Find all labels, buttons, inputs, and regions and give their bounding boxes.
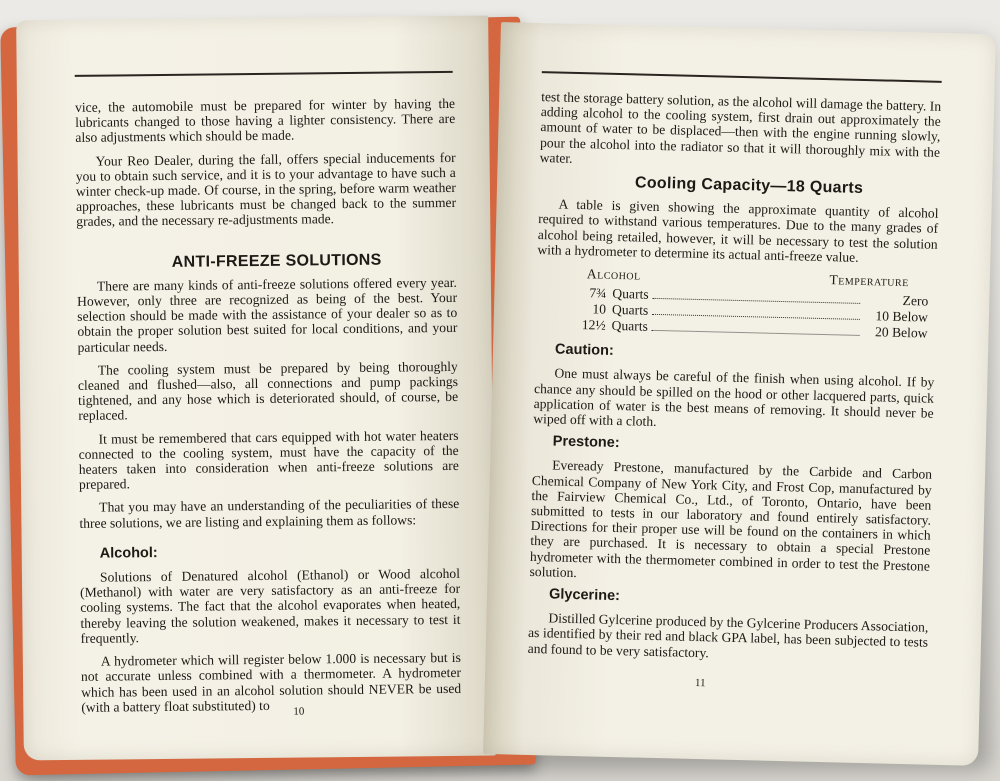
table-cell-unit: Quarts (611, 318, 649, 334)
table-cell-unit: Quarts (611, 302, 649, 318)
subheading-glycerine: Glycerine: (548, 586, 621, 605)
table-cell-temperature: 10 Below (875, 308, 929, 325)
page-number-right: 11 (694, 676, 706, 690)
header-rule-left (75, 71, 453, 77)
column-header-alcohol: Alcohol (586, 266, 641, 283)
table-cell-temperature: Zero (902, 293, 929, 309)
dot-leader (652, 330, 860, 336)
paragraph: It must be remembered that cars equipped with hot water heaters connected to the cooling system, must have the capacity of the heaters taken into consideration when anti-freeze solutions are prepared. (78, 427, 459, 493)
column-header-temperature: Temperature (829, 272, 909, 290)
table-cell-temperature: 20 Below (874, 324, 928, 341)
left-page (16, 16, 496, 761)
page-number-left: 10 (293, 705, 305, 718)
paragraph: That you may have an understanding of the peculiarities of these three solutions, we are listing and explaining them as follows: (79, 496, 460, 531)
paragraph: Eveready Prestone, manufactured by the Carbide and Carbon Chemical Company of New York City, and Frost Cop, manufactured by the Fairview Chemical Co., Ltd., of Toronto, Ontario, have been submitted to tests in our laboratory and found entirely satisfactory. Directions for their proper use will be found on the containers in which they are purchased. It is necessary to obtain a special Prestone hydrometer with the thermometer combined in order to test the Prestone solution. (529, 457, 933, 580)
paragraph: A table is given showing the approximate quantity of alcohol required to withstand various temperatures. Due to the many grades of alcohol being retailed, however, it will be necessary to test the solution with a hydrometer to determine its actual anti-freeze value. (537, 196, 939, 265)
table-cell-amount: 12½ (581, 317, 606, 333)
paragraph: One must always be careful of the finish when using alcohol. If by chance any should be spilled on the hood or other lacquered parts, quick application of water is the best means of removing. It should never be wiped off with a cloth. (533, 365, 935, 430)
table-cell-amount: 7¾ (589, 285, 607, 301)
left-page-text (75, 96, 462, 723)
subheading-alcohol: Alcohol: (99, 544, 158, 562)
paragraph: Solutions of Denatured alcohol (Ethanol) or Wood alcohol (Methanol) with water are very satisfactory as an anti-freeze for cooling systems. The fact that the alcohol evaporates when heated, thereby leaving the solution weakened, makes it necessary to test it frequently. (80, 565, 461, 646)
paragraph: There are many kinds of anti-freeze solutions offered every year. However, only three are recognized as being of the best. Your selection should be made with the assistance of your dealer so as to obtain the proper solution best suited for local conditions, and your particular needs. (77, 274, 458, 355)
right-page (483, 22, 996, 766)
header-rule-right (542, 71, 942, 83)
alcohol-temperature-table (535, 265, 937, 342)
subheading-prestone: Prestone: (552, 433, 620, 452)
section-heading-cooling-capacity: Cooling Capacity—18 Quarts (634, 174, 864, 197)
table-cell-unit: Quarts (612, 286, 649, 302)
paragraph: The cooling system must be prepared by being thoroughly cleaned and flushed—also, all connections and pump packings tightened, and any hose which is deteriorated should, of course, be replaced. (77, 358, 459, 424)
table-cell-amount: 10 (592, 301, 607, 317)
subheading-caution: Caution: (554, 341, 615, 360)
paragraph: vice, the automobile must be prepared for winter by having the lubricants changed to those having a lighter consistency. There are also adjustments which should be made. (74, 95, 456, 146)
right-page-text (527, 89, 941, 673)
section-heading-anti-freeze: ANTI-FREEZE SOLUTIONS (171, 251, 382, 271)
paragraph: test the storage battery solution, as the alcohol will damage the battery. In adding alcohol to the cooling system, first drain out approximately the amount of water to be displaced—then with the engine running slowly, pour the alcohol into the radiator so that it will thoroughly mix with the water. (539, 89, 942, 166)
paragraph: Your Reo Dealer, during the fall, offers special inducements for you to obtain such service, and it is to your advantage to have such a winter check-up made. Of course, in the spring, before warm weather approaches, these lubricants must be changed back to the summer grades, and the necessary re-adjustments made. (75, 149, 457, 230)
paragraph: A hydrometer which will register below 1.000 is necessary but is not accurate unless combined with a thermometer. A hydrometer which has been used in an alcohol solution should NEVER be used (with a battery float substituted) to (80, 649, 462, 715)
paragraph: Distilled Gylcerine produced by the Gylcerine Producers Association, as identified by their red and black GPA label, has been subjected to tests and found to be very satisfactory. (527, 610, 929, 661)
